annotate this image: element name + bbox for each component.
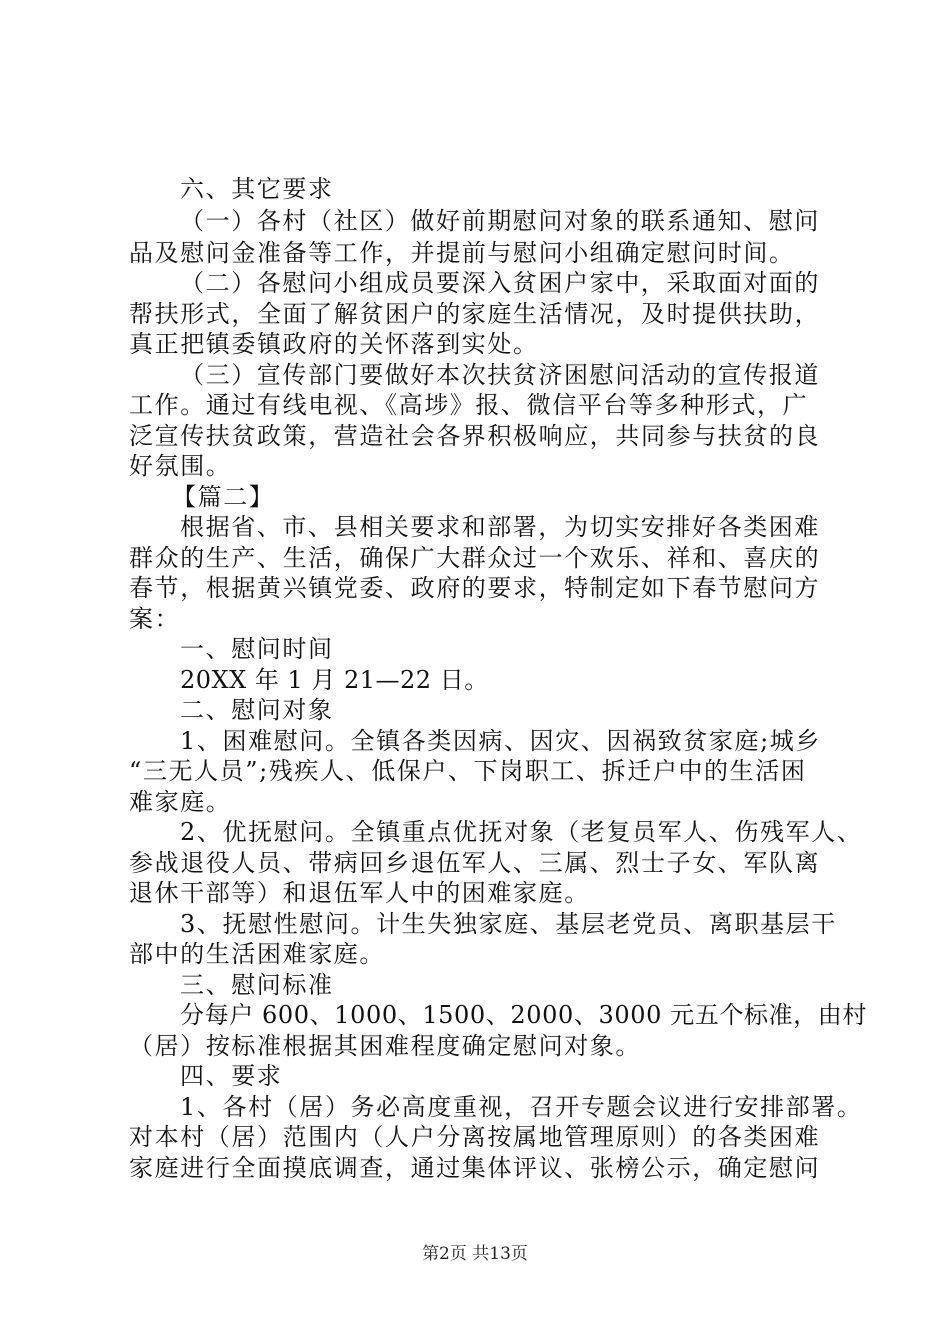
text-line: 四、要求 [180, 1062, 283, 1090]
text-line: 家庭进行全面摸底调查，通过集体评议、张榜公示，确定慰问 [129, 1154, 821, 1182]
text-line: 六、其它要求 [180, 175, 334, 203]
text-line: 1、困难慰问。全镇各类因病、因灾、因祸致贫家庭;城乡 [180, 727, 821, 755]
text-line: 品及慰问金准备等工作，并提前与慰问小组确定慰问时间。 [129, 239, 795, 267]
text-line: 20XX 年 1 月 21—22 日。 [180, 666, 489, 694]
text-line: 根据省、市、县相关要求和部署，为切实安排好各类困难 [180, 513, 820, 541]
text-line: 群众的生产、生活，确保广大群众过一个欢乐、祥和、喜庆的 [129, 544, 821, 572]
text-line: 工作。通过有线电视、《高埗》报、微信平台等多种形式，广 [129, 391, 809, 419]
text-line: 退休干部等）和退伍军人中的困难家庭。 [129, 879, 590, 907]
text-line: 难家庭。 [129, 788, 232, 816]
text-line: 部中的生活困难家庭。 [129, 940, 385, 968]
text-line: 对本村（居）范围内（人户分离按属地管理原则）的各类困难 [129, 1123, 821, 1151]
text-line: “三无人员”;残疾人、低保户、下岗职工、拆迁户中的生活困 [129, 757, 807, 785]
text-line: 1、各村（居）务必高度重视，召开专题会议进行安排部署。 [180, 1093, 863, 1121]
text-line: 参战退役人员、带病回乡退伍军人、三属、烈士子女、军队离 [129, 849, 821, 877]
text-line: 案： [129, 605, 181, 633]
text-line: （二）各慰问小组成员要深入贫困户家中，采取面对面的 [180, 269, 820, 297]
text-line: （三）宣传部门要做好本次扶贫济困慰问活动的宣传报道 [180, 361, 820, 389]
text-line: 好氛围。 [129, 452, 232, 480]
text-line: 春节，根据黄兴镇党委、政府的要求，特制定如下春节慰问方 [129, 574, 821, 602]
text-line: （居）按标准根据其困难程度确定慰问对象。 [129, 1032, 641, 1060]
text-line: 3、抚慰性慰问。计生失独家庭、基层老党员、离职基层干 [180, 910, 837, 938]
section-heading: 【篇二】 [172, 483, 275, 511]
text-line: 帮扶形式，全面了解贫困户的家庭生活情况，及时提供扶助， [129, 300, 821, 328]
page-number-footer: 第2页 共13页 [422, 1244, 528, 1264]
text-line: 一、慰问时间 [180, 635, 334, 663]
text-line: 真正把镇委镇政府的关怀落到实处。 [129, 330, 539, 358]
text-line: 2、优抚慰问。全镇重点优抚对象（老复员军人、伤残军人、 [180, 818, 863, 846]
text-line: 泛宣传扶贫政策，营造社会各界积极响应，共同参与扶贫的良 [129, 422, 821, 450]
text-line: 分每户 600、1000、1500、2000、3000 元五个标准，由村 [180, 1001, 867, 1029]
text-line: （一）各村（社区）做好前期慰问对象的联系通知、慰问 [180, 207, 820, 235]
text-line: 二、慰问对象 [180, 696, 334, 724]
text-line: 三、慰问标准 [180, 971, 334, 999]
